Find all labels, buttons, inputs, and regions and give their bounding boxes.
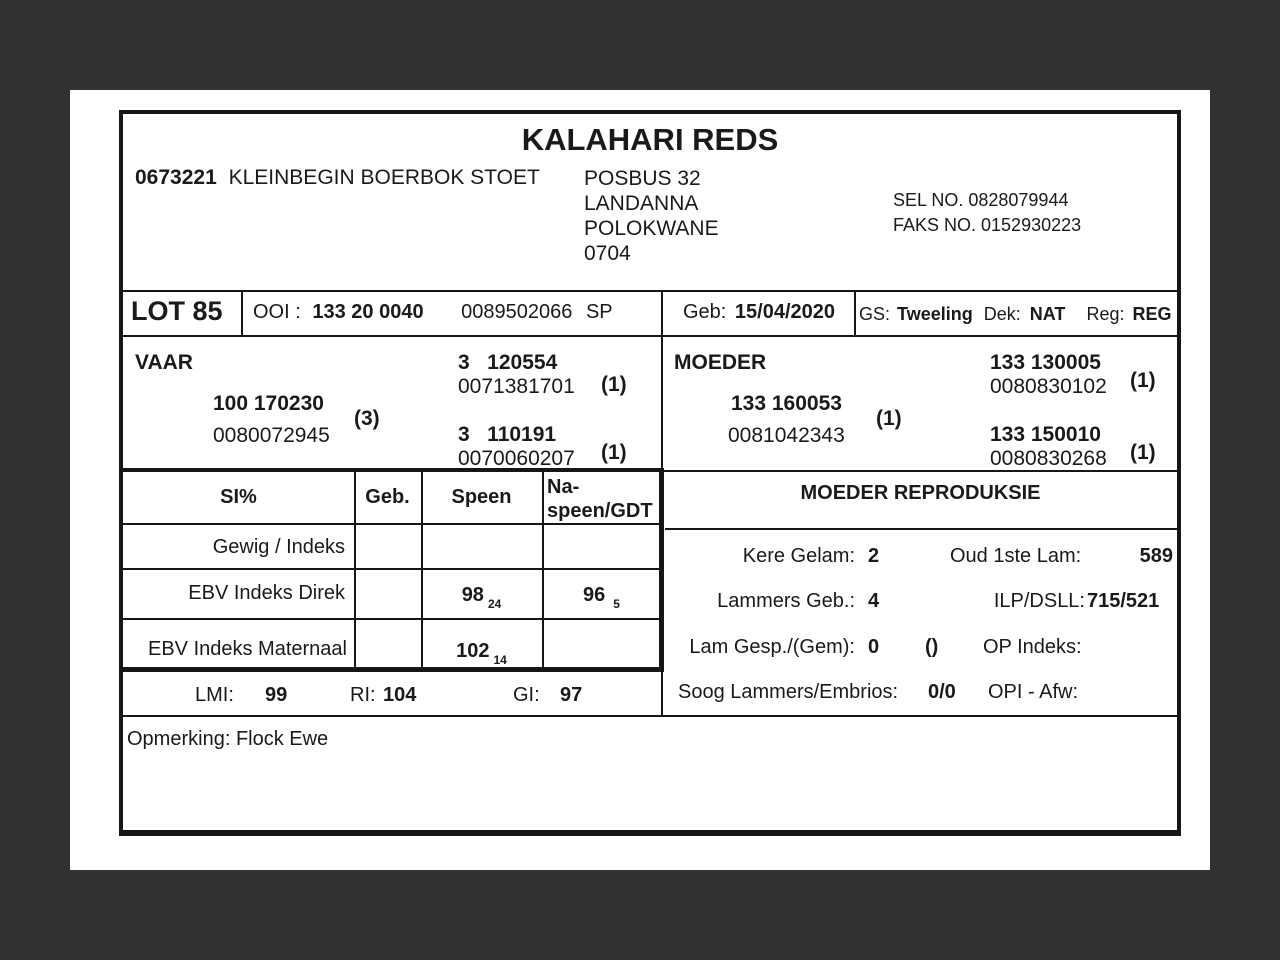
- dam-sire-id: 133 130005: [990, 351, 1101, 374]
- ooi-label: OOI :: [253, 301, 301, 323]
- si-table-header-speen: Speen: [451, 486, 512, 508]
- fax-number: FAKS NO. 0152930223: [893, 215, 1082, 235]
- opmerking-label: Opmerking:: [127, 728, 231, 750]
- divider-geb-cell: [854, 290, 856, 337]
- sire-reg: 0080072945: [213, 424, 330, 447]
- ooi-reg: 0089502066: [461, 301, 573, 323]
- si-table-col-line-3: [542, 472, 544, 667]
- oud-1ste-lam-value: 589: [1139, 545, 1173, 567]
- ebv-direk-naspeen-accuracy: 5: [613, 597, 620, 611]
- dam-dam-reg: 0080830268: [990, 447, 1107, 470]
- ri-label: RI:: [350, 684, 376, 706]
- lmi-value: 99: [265, 684, 288, 706]
- ebv-direk-speen-accuracy: 24: [487, 597, 502, 611]
- op-indeks-label: OP Indeks:: [983, 636, 1082, 658]
- opmerking-value: Flock Ewe: [235, 728, 329, 750]
- dam-reg: 0081042343: [728, 424, 845, 447]
- row-label-gewig: Gewig / Indeks: [212, 536, 345, 558]
- lammers-geb-value: 4: [868, 590, 880, 612]
- si-table-row-line-2: [123, 568, 660, 570]
- soog-lammers-label: Soog Lammers/Embrios:: [678, 681, 899, 703]
- dek-label: Dek:: [983, 304, 1021, 324]
- lam-gesp-value: 0: [868, 636, 880, 658]
- sire-dam-reg: 0070060207: [458, 447, 575, 470]
- dam-dam-count: (1): [1130, 441, 1156, 464]
- sire-id: 100 170230: [213, 392, 324, 415]
- divider-lot-bottom: [123, 335, 1177, 337]
- ooi-suffix: SP: [585, 301, 613, 323]
- kere-gelam-label: Kere Gelam:: [742, 545, 855, 567]
- si-table-top-border: [123, 468, 664, 472]
- sire-dam-count: (1): [601, 441, 627, 464]
- repro-panel-title: MOEDER REPRODUKSIE: [800, 482, 1041, 504]
- gs-value: Tweeling: [897, 304, 973, 324]
- dam-id: 133 160053: [731, 392, 842, 415]
- si-table-row-line-3: [123, 618, 660, 620]
- soog-lammers-value: 0/0: [928, 681, 956, 703]
- sire-section-label: VAAR: [135, 351, 193, 374]
- ilp-dsll-label: ILP/DSLL:: [993, 590, 1085, 612]
- divider-header-bottom: [123, 290, 1177, 292]
- ebv-direk-speen: 98 $_{24}$: [461, 584, 502, 611]
- address-block: [584, 166, 719, 266]
- reg-label: Reg:: [1086, 304, 1125, 324]
- page-title: KALAHARI REDS: [521, 122, 779, 157]
- gi-value: 97: [560, 684, 583, 706]
- lam-gesp-label: Lam Gesp./(Gem):: [689, 636, 855, 658]
- lam-gesp-gem-value: (): [925, 636, 939, 658]
- sire-sire-reg: 0071381701: [458, 375, 575, 398]
- lammers-geb-label: Lammers Geb.:: [717, 590, 855, 612]
- divider-lot-cell: [241, 290, 243, 337]
- dam-section-label: MOEDER: [674, 351, 767, 374]
- row-label-ebv-direk: EBV Indeks Direk: [188, 582, 345, 604]
- geb-date: 15/04/2020: [734, 301, 836, 323]
- stud-name: KLEINBEGIN BOERBOK STOET: [228, 166, 540, 189]
- sire-count: (3): [354, 407, 380, 430]
- sire-sire-count: (1): [601, 373, 627, 396]
- opi-afw-label: OPI - Afw:: [988, 681, 1079, 703]
- ebv-maternaal-speen-accuracy: 14: [493, 653, 507, 667]
- dek-value: NAT: [1029, 304, 1066, 324]
- sire-sire-id: 3 120554: [458, 351, 558, 374]
- gi-label: GI:: [513, 684, 540, 706]
- breeder-number: 0673221: [135, 166, 217, 189]
- lmi-label: LMI:: [195, 684, 234, 706]
- reg-value: REG: [1132, 304, 1172, 324]
- address-line: POSBUS 32: [584, 167, 701, 190]
- cell-number: SEL NO. 0828079944: [893, 190, 1069, 210]
- sire-dam-id: 3 110191: [458, 423, 557, 446]
- repro-header-divider: [665, 528, 1177, 530]
- address-line: LANDANNA: [584, 192, 699, 215]
- divider-opmerking-top: [123, 715, 1177, 717]
- row-label-ebv-maternaal: EBV Indeks Maternaal: [148, 638, 347, 660]
- si-table-bottom-border: [123, 667, 664, 672]
- si-table-header-naspeen: Na- speen/GDT: [547, 476, 653, 522]
- ebv-direk-naspeen: 96 $_5$: [583, 584, 620, 611]
- contact-block: [893, 188, 1081, 238]
- ilp-dsll-value: 715/521: [1087, 590, 1160, 612]
- address-line: 0704: [584, 242, 631, 265]
- dam-dam-id: 133 150010: [990, 423, 1101, 446]
- si-table-row-line-1: [123, 523, 660, 525]
- oud-1ste-lam-label: Oud 1ste Lam:: [950, 545, 1082, 567]
- si-table-header-si: SI%: [220, 486, 257, 508]
- dam-sire-count: (1): [1130, 369, 1156, 392]
- address-line: POLOKWANE: [584, 217, 719, 240]
- lot-number: LOT 85: [131, 296, 223, 326]
- ri-value: 104: [383, 684, 417, 706]
- gs-label: GS:: [859, 304, 891, 324]
- dam-count: (1): [876, 407, 902, 430]
- ooi-id: 133 20 0040: [312, 301, 424, 323]
- dam-sire-reg: 0080830102: [990, 375, 1107, 398]
- catalog-card: [119, 110, 1181, 836]
- geb-label: Geb:: [683, 301, 727, 323]
- ebv-maternaal-speen: 102 $_{14}$: [456, 640, 507, 667]
- si-table-header-geb: Geb.: [365, 486, 410, 508]
- kere-gelam-value: 2: [868, 545, 880, 567]
